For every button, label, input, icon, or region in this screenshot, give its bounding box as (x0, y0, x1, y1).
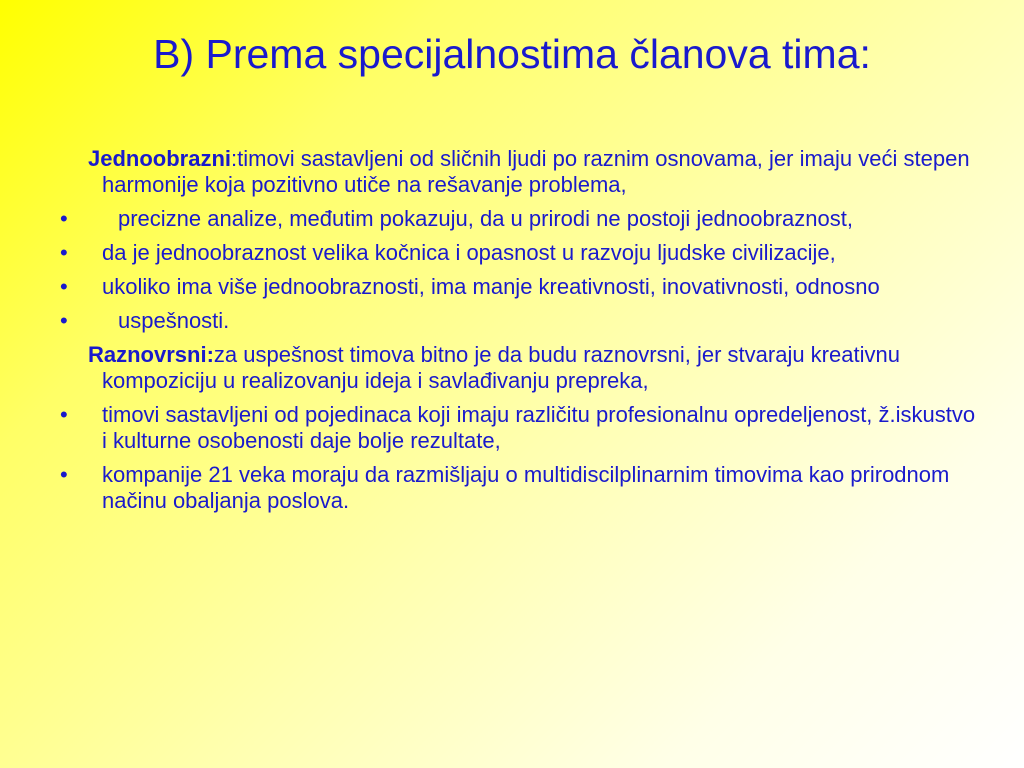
list-item (56, 240, 976, 266)
list-item-text: precizne analize, međutim pokazuju, da u prirodi ne postoji jednoobraznost, (118, 206, 853, 231)
list-item-text: da je jednoobraznost velika kočnica i opasnost u razvoju ljudske civilizacije, (102, 240, 836, 265)
list-item-text: kompanije 21 veka moraju da razmišljaju o multidiscilplinarnim timovima kao prirodnom načinu obaljanja poslova. (102, 462, 950, 513)
term-raznovrsni: Raznovrsni: (88, 342, 214, 367)
slide-content (56, 146, 976, 522)
list-item (56, 274, 976, 300)
list-item (56, 206, 976, 232)
definition-raznovrsni: za uspešnost timova bitno je da budu raznovrsni, jer stvaraju kreativnu kompoziciju u realizovanju ideja i savlađivanju prepreka, (102, 342, 900, 393)
definition-jednoobrazni: :timovi sastavljeni od sličnih ljudi po raznim osnovama, jer imaju veći stepen harmonije koja pozitivno utiče na rešavanje problema, (102, 146, 970, 197)
list-item (56, 462, 976, 514)
bullet-icon: • (60, 206, 68, 231)
list-item-text: timovi sastavljeni od pojedinaca koji imaju različitu profesionalnu opredeljenost, ž.iskustvo i kulturne osobenosti daje bolje rezultate, (102, 402, 976, 453)
bullet-icon: • (60, 402, 68, 427)
paragraph-raznovrsni (56, 342, 976, 394)
bullet-icon: • (60, 462, 68, 487)
bullet-icon: • (60, 240, 68, 265)
slide-title: B) Prema specijalnostima članova tima: (153, 31, 871, 77)
paragraph-jednoobrazni (56, 146, 976, 198)
bullet-icon: • (60, 308, 68, 333)
bullet-icon: • (60, 274, 68, 299)
list-item-text: ukoliko ima više jednoobraznosti, ima manje kreativnosti, inovativnosti, odnosno (102, 274, 880, 299)
list-item (56, 308, 976, 334)
list-item (56, 402, 976, 454)
term-jednoobrazni: Jednoobrazni (88, 146, 232, 171)
list-item-text: uspešnosti. (118, 308, 230, 333)
